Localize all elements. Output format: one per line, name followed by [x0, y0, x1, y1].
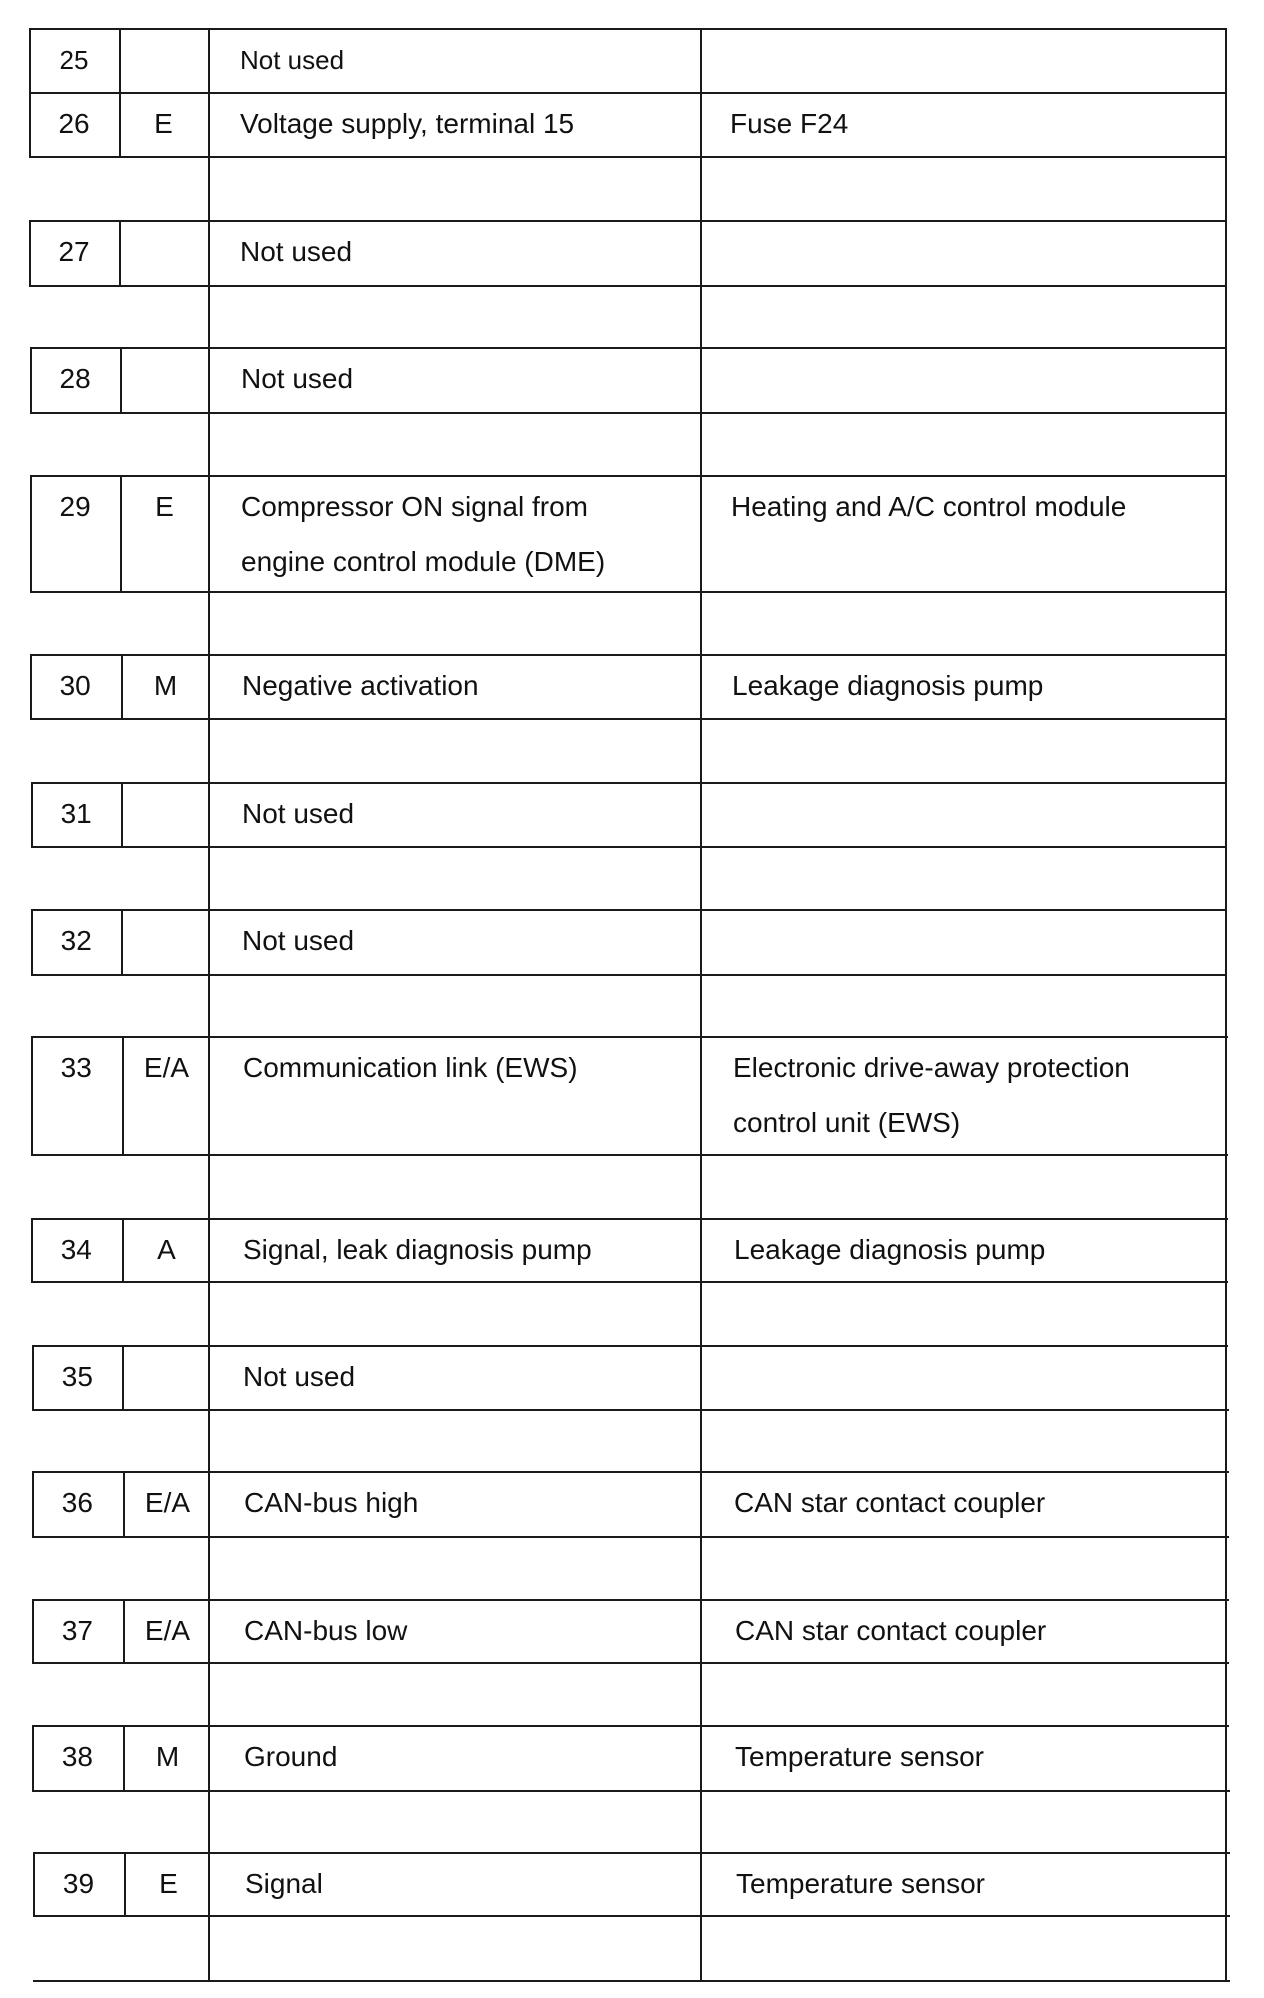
signal-type: E/A — [144, 1487, 191, 1518]
pin-description: Negative activation — [242, 670, 479, 701]
signal-type: E/A — [144, 1615, 191, 1646]
pin-connection: Leakage diagnosis pump — [734, 1234, 1046, 1265]
pin-connection: CAN star contact coupler — [735, 1615, 1047, 1646]
row-top-rule — [31, 1218, 1228, 1220]
description-connection-separator — [700, 28, 702, 1982]
signal-type: E — [155, 491, 174, 522]
row-bottom-rule — [32, 1281, 1228, 1283]
pin-number: 37 — [61, 1615, 93, 1646]
pin-number: 36 — [61, 1487, 93, 1518]
pin-number: 31 — [60, 798, 92, 829]
pin-number: 27 — [58, 236, 90, 267]
pin-number: 34 — [60, 1234, 92, 1265]
row-bottom-rule — [32, 1662, 1229, 1664]
table-bottom-rule — [33, 1980, 1230, 1982]
pin-connection: Electronic drive-away protection — [733, 1052, 1130, 1083]
pin-connection: Heating and A/C control module — [731, 491, 1127, 522]
row-top-rule — [32, 1599, 1229, 1601]
signal-type: E — [154, 108, 173, 139]
pin-number: 39 — [62, 1868, 95, 1899]
pin-description: Communication link (EWS) — [243, 1052, 578, 1083]
signal-type: E — [159, 1868, 178, 1899]
pin-description: Voltage supply, terminal 15 — [240, 108, 575, 139]
signal-type: M — [153, 670, 178, 701]
pin-connection: Temperature sensor — [736, 1868, 986, 1899]
pin-number: 33 — [60, 1052, 92, 1083]
row-top-rule — [32, 1345, 1228, 1347]
pin-description: Not used — [243, 1361, 356, 1392]
pin-type-separator — [119, 28, 121, 94]
pin-number: 38 — [61, 1741, 93, 1772]
right-border — [1225, 28, 1227, 1982]
pin-description: Not used — [242, 798, 355, 829]
row-top-rule — [33, 1852, 1230, 1854]
signal-type: M — [155, 1741, 180, 1772]
pin-description: Not used — [241, 363, 354, 394]
pin-connection: Leakage diagnosis pump — [732, 670, 1044, 701]
pin-number: 25 — [59, 45, 89, 75]
row-bottom-rule — [33, 1790, 1230, 1792]
pin-type-separator — [120, 347, 122, 414]
pin-description: Compressor ON signal from — [241, 491, 588, 522]
row-top-rule — [32, 1471, 1229, 1473]
pin-connection: CAN star contact coupler — [734, 1487, 1046, 1518]
pin-number: 28 — [59, 363, 91, 394]
row-bottom-rule — [31, 1154, 1228, 1156]
row-bottom-rule — [32, 1536, 1229, 1538]
pin-number: 30 — [59, 670, 91, 701]
row-top-rule — [31, 782, 1227, 784]
pin-description: Signal — [245, 1868, 323, 1899]
pin-description: Signal, leak diagnosis pump — [243, 1234, 592, 1265]
pin-description: CAN-bus high — [244, 1487, 419, 1518]
pin-description: Not used — [242, 925, 355, 956]
pin-connection: Fuse F24 — [730, 108, 849, 139]
pin-number: 29 — [59, 491, 91, 522]
row-top-rule — [31, 1036, 1228, 1038]
pin-description: CAN-bus low — [244, 1615, 408, 1646]
row-bottom-rule — [31, 974, 1227, 976]
pin-number: 26 — [58, 108, 90, 139]
pin-connection: Temperature sensor — [735, 1741, 985, 1772]
row-bottom-rule — [31, 846, 1227, 848]
row-top-rule — [32, 1725, 1229, 1727]
pin-description: Not used — [240, 45, 345, 75]
row-bottom-rule — [33, 1915, 1230, 1917]
row-top-rule — [31, 909, 1227, 911]
row-bottom-rule — [32, 1409, 1229, 1411]
pin-connection: control unit (EWS) — [733, 1107, 961, 1138]
signal-type: E/A — [143, 1052, 190, 1083]
pin-description: engine control module (DME) — [241, 546, 606, 577]
signal-type: A — [157, 1234, 176, 1265]
pin-description: Ground — [244, 1741, 338, 1772]
pin-number: 32 — [60, 925, 92, 956]
type-description-separator — [208, 28, 210, 1982]
pin-type-separator — [119, 220, 121, 287]
pin-number: 35 — [61, 1361, 93, 1392]
pin-description: Not used — [240, 236, 353, 267]
